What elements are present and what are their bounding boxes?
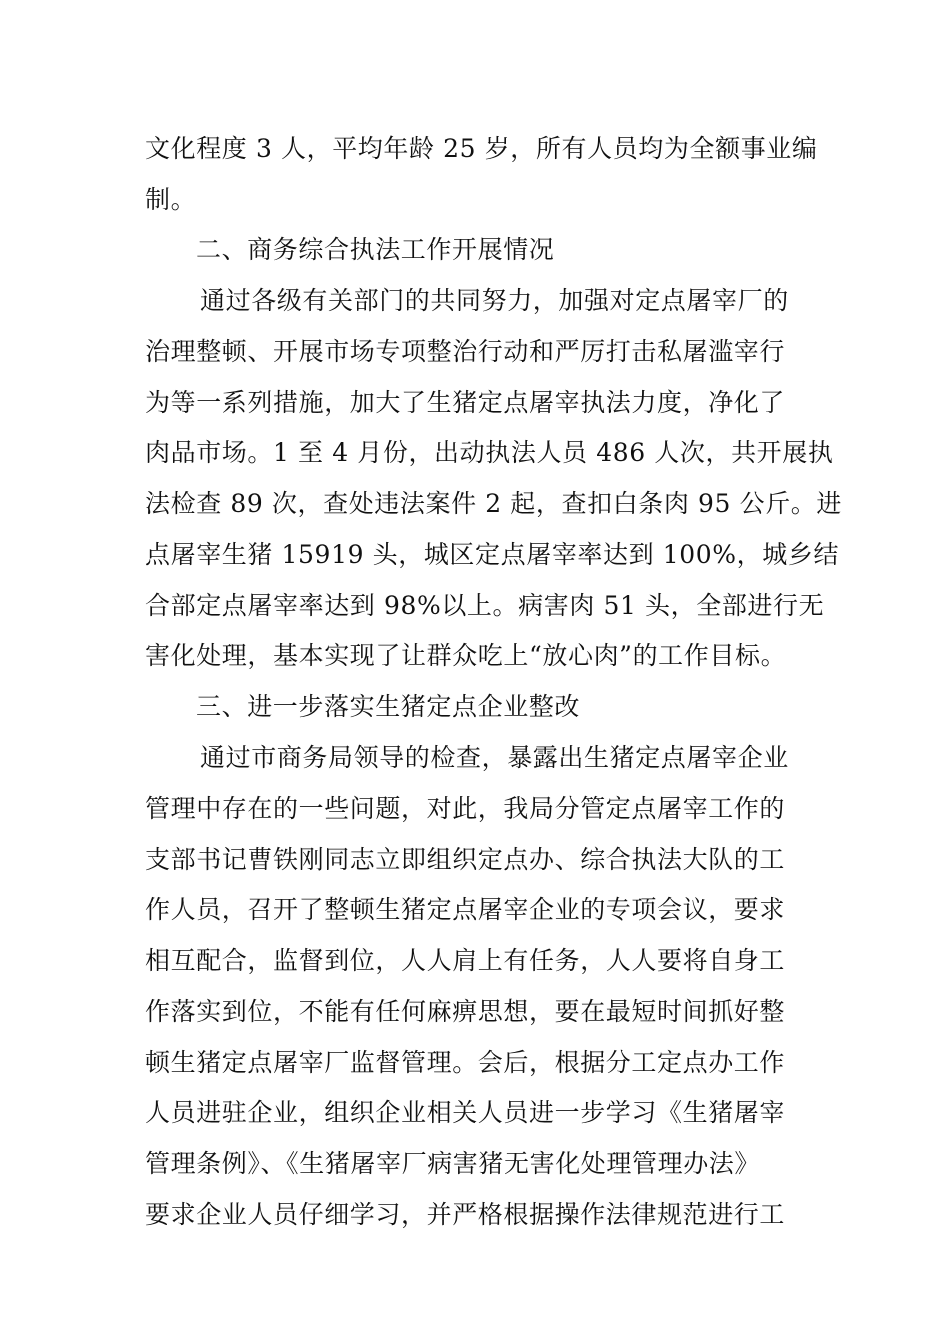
body-line: 人员进驻企业，组织企业相关人员进一步学习《生猪屠宰 [145, 1098, 786, 1127]
body-line: 支部书记曹铁刚同志立即组织定点办、综合执法大队的工 [145, 845, 786, 874]
body-line: 害化处理，基本实现了让群众吃上“放心肉”的工作目标。 [145, 641, 787, 670]
body-line: 法检查 89 次，查处违法案件 2 起，查扣白条肉 95 公斤。进 [145, 489, 843, 518]
body-line: 作人员，召开了整顿生猪定点屠宰企业的专项会议，要求 [145, 895, 786, 924]
paragraph-first-line: 通过各级有关部门的共同努力，加强对定点屠宰厂的 [200, 286, 789, 315]
body-line: 肉品市场。1 至 4 月份，出动执法人员 486 人次，共开展执 [145, 438, 834, 467]
body-line: 管理条例》、《生猪屠宰厂病害猪无害化处理管理办法》 [145, 1149, 761, 1178]
body-line: 文化程度 3 人，平均年龄 25 岁，所有人员均为全额事业编 [145, 134, 818, 163]
section-heading: 三、进一步落实生猪定点企业整改 [196, 692, 581, 721]
body-line: 顿生猪定点屠宰厂监督管理。会后，根据分工定点办工作 [145, 1048, 786, 1077]
body-line: 合部定点屠宰率达到 98%以上。病害肉 51 头，全部进行无 [145, 591, 825, 620]
body-line: 作落实到位，不能有任何麻痹思想，要在最短时间抓好整 [145, 997, 786, 1026]
body-line: 相互配合，监督到位，人人肩上有任务，人人要将自身工 [145, 946, 786, 975]
body-line: 为等一系列措施，加大了生猪定点屠宰执法力度，净化了 [145, 388, 786, 417]
body-line: 点屠宰生猪 15919 头，城区定点屠宰率达到 100%，城乡结 [145, 540, 840, 569]
body-line: 管理中存在的一些问题，对此，我局分管定点屠宰工作的 [145, 794, 786, 823]
body-line: 治理整顿、开展市场专项整治行动和严厉打击私屠滥宰行 [145, 337, 786, 366]
body-line: 制。 [145, 185, 197, 214]
body-line: 要求企业人员仔细学习，并严格根据操作法律规范进行工 [145, 1200, 786, 1229]
section-heading: 二、商务综合执法工作开展情况 [196, 235, 555, 264]
paragraph-first-line: 通过市商务局领导的检查，暴露出生猪定点屠宰企业 [200, 743, 789, 772]
